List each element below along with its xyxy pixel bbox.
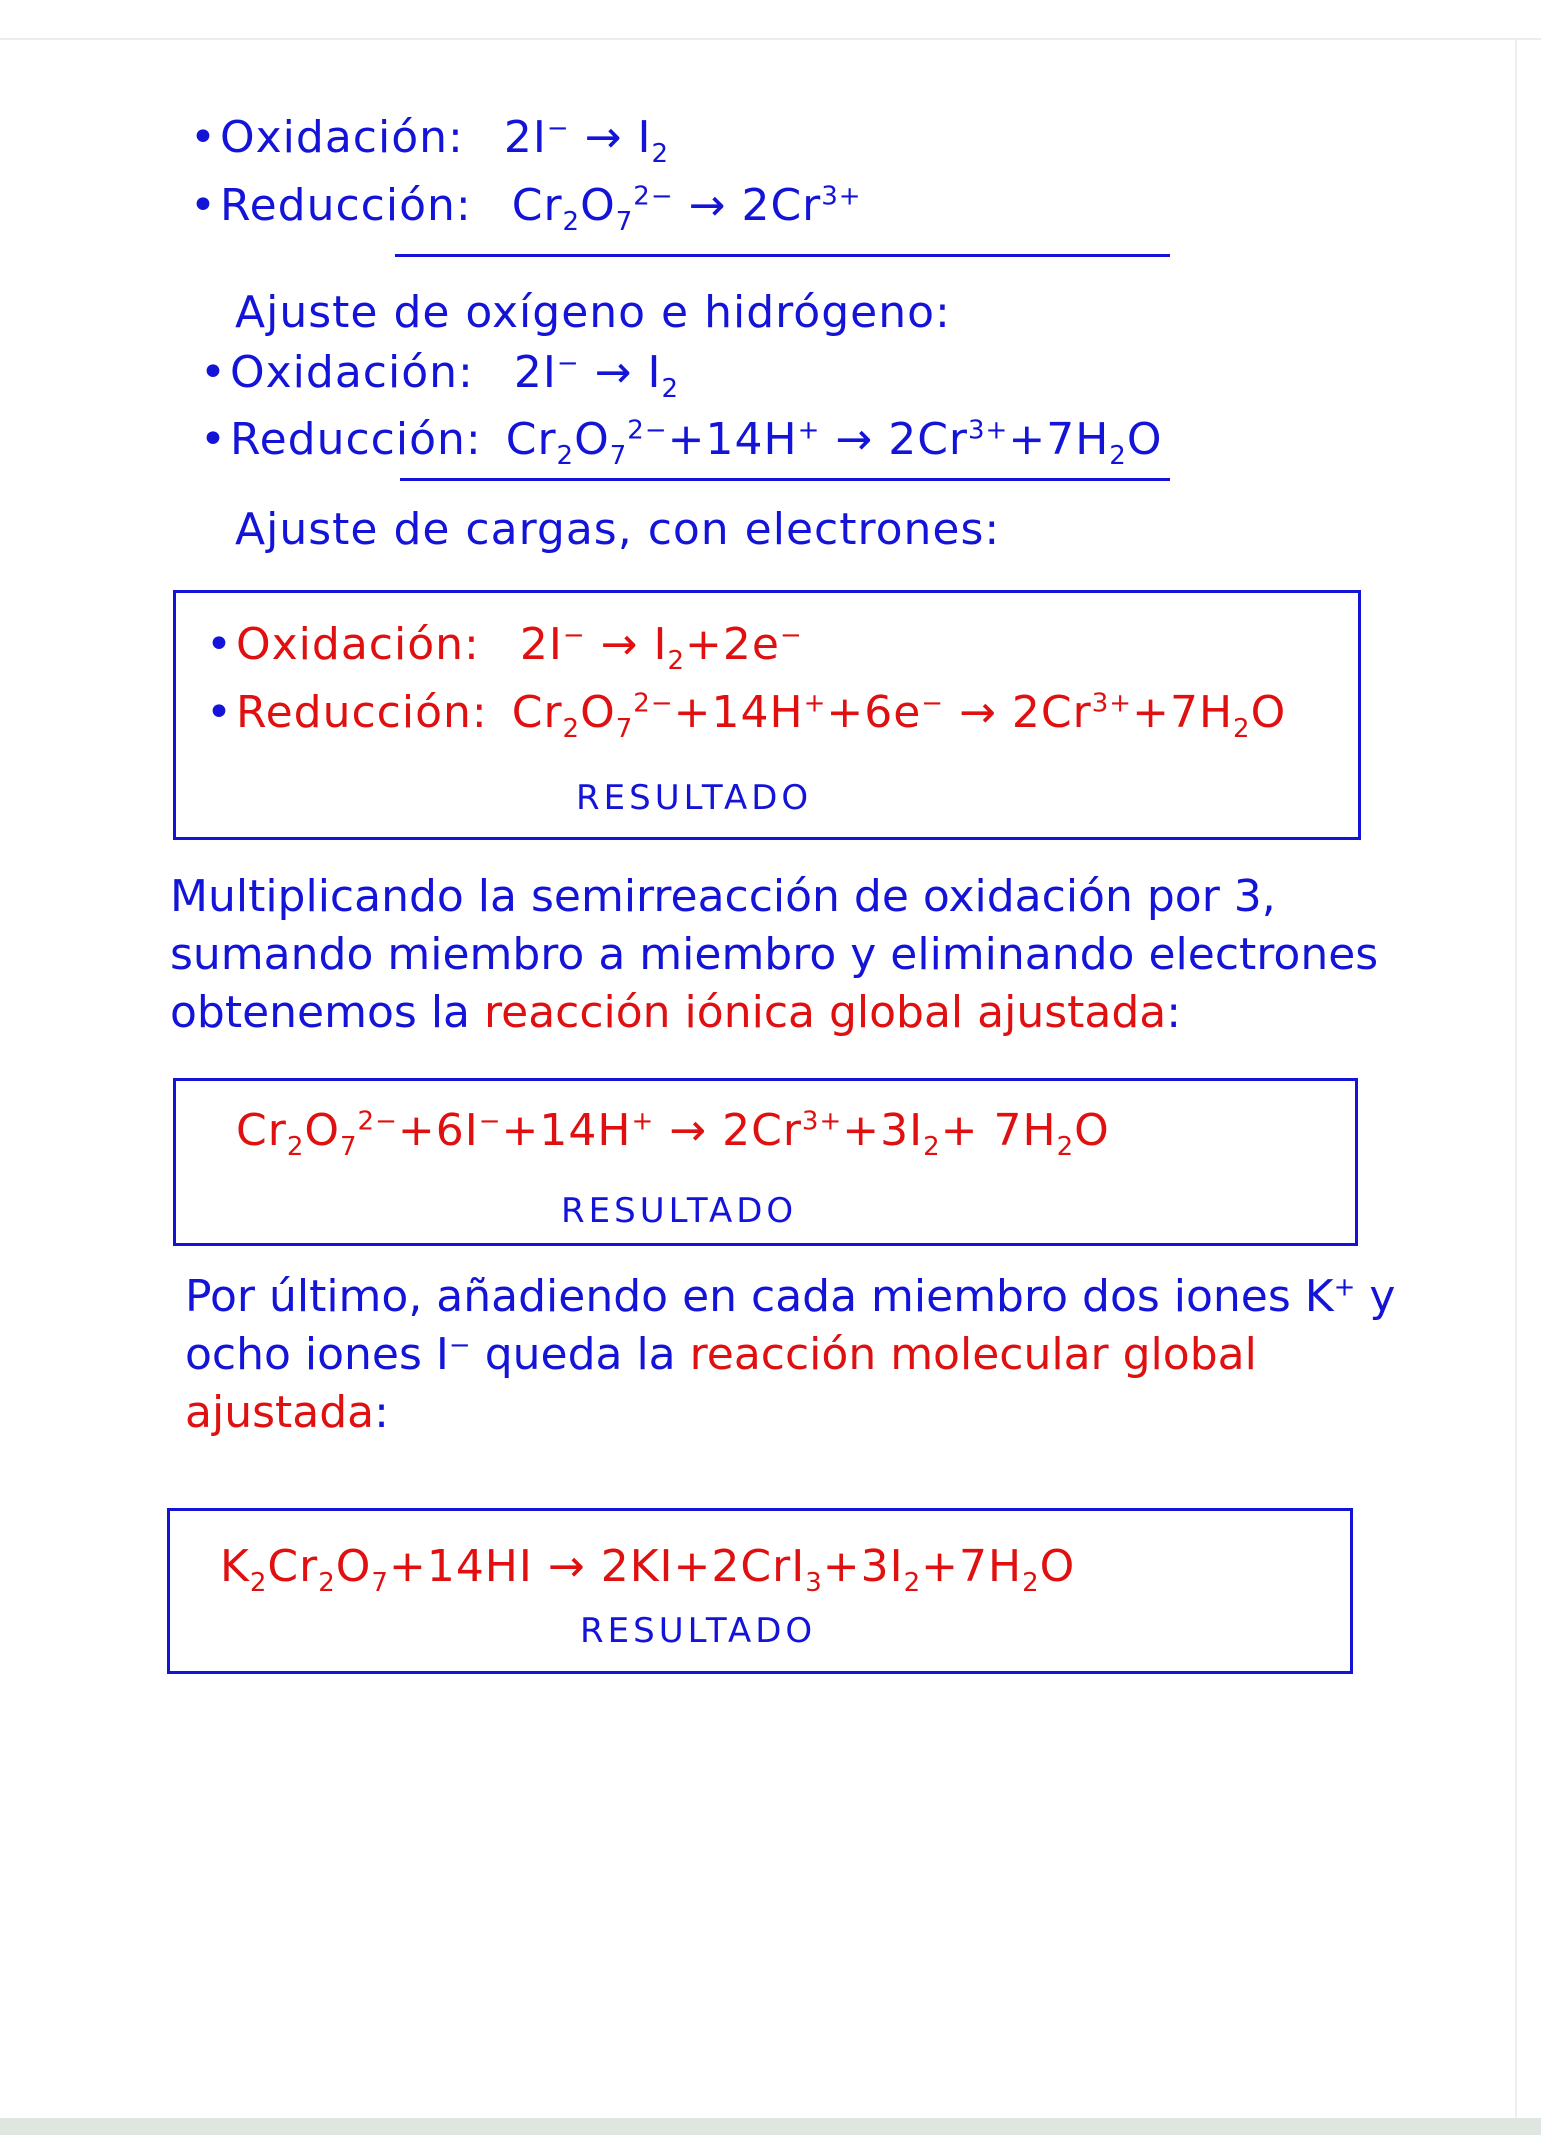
bullet: • (206, 687, 233, 738)
s1-red-label: Reducción: (220, 180, 472, 231)
ionic-equation-box (173, 1078, 1358, 1246)
s2-oxidation-line (200, 345, 679, 404)
s2-ox-equation: $2I^- \to I_2$ (513, 347, 679, 404)
s4-ionic-equation: $Cr_2O_7^{2-}+6I^-+14H^+ \to 2Cr^{3+}+3I_2+ 7H_2O$ (236, 1105, 1110, 1162)
s2-heading: Ajuste de oxígeno e hidrógeno: (235, 287, 951, 338)
bullet: • (190, 112, 217, 163)
bullet: • (200, 347, 227, 398)
bullet: • (190, 180, 217, 231)
s5-red-phrase: reacción molecular global ajustada (185, 1329, 1257, 1438)
s1-ox-equation: $2I^- \to I_2$ (503, 112, 669, 169)
s1-oxidation-line (190, 110, 669, 169)
s2-red-equation: $Cr_2O_7^{2-}+14H^+ \to 2Cr^{3+}+7H_2O$ (505, 414, 1163, 471)
page-right-edge (1515, 40, 1517, 2120)
s1-ox-label: Oxidación: (220, 112, 464, 163)
s3-result-label: RESULTADO (576, 778, 813, 818)
s1-reduction-line (190, 178, 862, 237)
s3-reduction-line (206, 685, 1287, 744)
s5-molecular-equation: $K_2Cr_2O_7+14HI \to 2KI+2CrI_3+3I_2+7H_2O$ (220, 1541, 1076, 1598)
s3-ox-equation: $2I^- \to I_2+2e^-$ (519, 619, 803, 676)
s2-ox-label: Oxidación: (230, 347, 474, 398)
molecular-equation-box (167, 1508, 1353, 1674)
s4-red-phrase: reacción iónica global ajustada (484, 987, 1167, 1038)
bullet: • (206, 619, 233, 670)
page-bottom-edge (0, 2118, 1541, 2135)
bullet: • (200, 414, 227, 465)
electron-balance-box (173, 590, 1361, 840)
s5-paragraph: Por último, añadiendo en cada miembro dos iones K+ y ocho iones I− queda la reacción molecular global ajustada: (185, 1271, 1396, 1438)
separator-line (395, 254, 1170, 257)
s4-paragraph: Multiplicando la semirreacción de oxidación por 3, sumando miembro a miembro y eliminando electrones obtenemos la reacción iónica global ajustada: (170, 871, 1379, 1038)
s3-oxidation-line (206, 617, 803, 676)
s5-result-label: RESULTADO (580, 1611, 817, 1651)
s3-heading: Ajuste de cargas, con electrones: (235, 504, 1001, 555)
s2-reduction-line (200, 412, 1163, 471)
s3-red-label: Reducción: (236, 687, 488, 738)
page-top-edge (0, 38, 1541, 40)
s3-red-equation: $Cr_2O_7^{2-}+14H^++6e^- \to 2Cr^{3+}+7H_2O$ (511, 687, 1287, 744)
s3-ox-label: Oxidación: (236, 619, 480, 670)
s1-red-equation: $Cr_2O_7^{2-} \to 2Cr^{3+}$ (511, 180, 862, 237)
s4-result-label: RESULTADO (561, 1191, 798, 1231)
s2-red-label: Reducción: (230, 414, 482, 465)
separator-line (400, 478, 1170, 481)
